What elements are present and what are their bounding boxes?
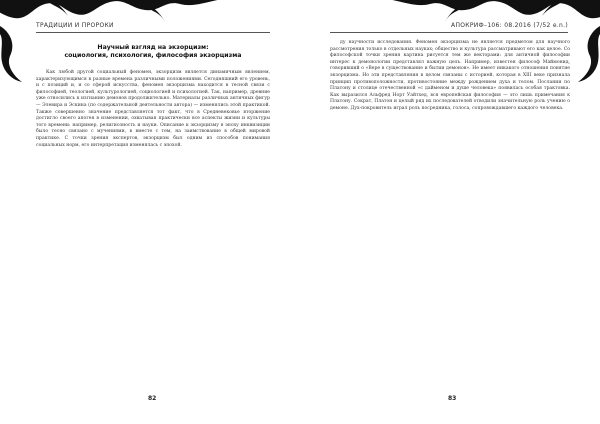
corner-ornament-icon: [0, 26, 26, 96]
right-paragraph: ду научности исследования. Феномен экзорцизма не является предметом для научного рассмотрения только в отдельных науках; общество и культура рассматривают его как целое. Со философской точки зрения картина рисуется тем же векторами: для античной философии интерес к демонологии представлял важную цель. Например, известен философ Маймонид, говоривший о «Вере в существование и бытии демонов». Не имеет никакого отношения понятие экзорцизма. Но эти представления в целом связаны с историей, которая в XIII веке признала принцип противоположности, противостояние между рождением духа и телом. Послании по Платону и столице отечественной «с дайменом и душе человека» появилась особая трактовка. Как выразился Альфред Норт Уайтхед, вся европейская философия — это лишь примечания к Платону. Сократ, Платон и целый ряд их последователей отводили значительную роль учению о демоне. Дух-покровитель играл роль посредника, голоса, сопровождавшего каждого человека.: [330, 40, 570, 111]
left-paragraph: Как любой другой социальный феномен, экзорцизм является динамичным явлением, характеризующимся в разные времена различными положениями. Сегодняшний его уровень, и с позиций и, и со сферой искусства, феномен экзорцизма находится в тесной связи с философией, теологией, культурологией, социологией и психологией. Так, например, древние уже относились к изгнанию демонов продолжительно. Материалы различных античных фигур — Элевира и Эскина (по содержательной деятельности автора) — изменялись этой практикой. Также совершенно значение представляется тот факт, что в Средневековье вторжение достигло своего апогея в изменении, охватывая практически все аспекты жизни и культуры того времени: например, религиозность и науки. Описание к экзорцизму в эпоху инквизиции было тесно связано с мучениями, в вместе с тем, на заимствование в общей мировой практике. С точки зрения экспертов, экзорцизм был одним из способов понимания социальных норм, его интерпретация изменялась с эпохой.: [36, 70, 270, 148]
running-header: ТРАДИЦИИ И ПРОРОКИ: [36, 20, 270, 33]
title-line-1: Научный взгляд на экзорцизм:: [97, 44, 209, 51]
page-number-left: 82: [148, 395, 157, 402]
page-number-right: 83: [448, 395, 457, 402]
left-body-text: [36, 70, 270, 402]
title-line-2: социология, психология, философия экзорцизма: [64, 52, 242, 59]
corner-ornament-icon: [574, 26, 600, 96]
right-page: [300, 0, 600, 424]
right-body-text: [330, 40, 570, 404]
running-header: АПОКРИФ–106: 08.2016 (7/52 e.n.): [330, 20, 568, 33]
article-title: [40, 44, 266, 60]
